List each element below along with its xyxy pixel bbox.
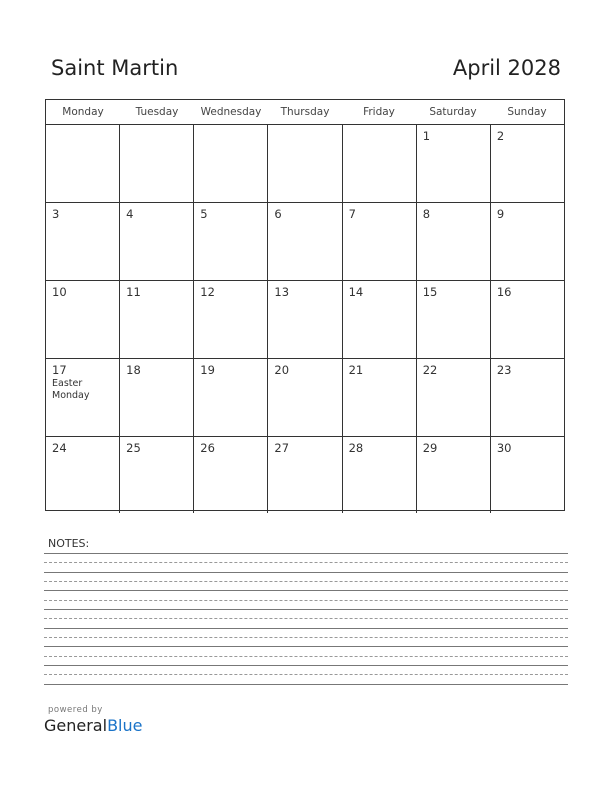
notes-line: [44, 553, 568, 554]
day-number: 5: [200, 207, 208, 221]
day-number: 17: [52, 363, 67, 377]
day-cell: [120, 125, 194, 202]
day-cell: [268, 125, 342, 202]
month-title: April 2028: [452, 56, 561, 80]
weekday-sunday: Sunday: [507, 106, 547, 118]
weekday-thursday: Thursday: [280, 106, 330, 118]
weekday-header: [46, 100, 564, 125]
day-number: 10: [52, 285, 67, 299]
day-cell: [120, 437, 194, 513]
day-cell: [491, 359, 564, 436]
day-number: 3: [52, 207, 60, 221]
day-cell: [46, 437, 120, 513]
notes-line-dashed: [44, 637, 568, 638]
notes-line-dashed: [44, 656, 568, 657]
day-number: 8: [422, 207, 431, 221]
day-number: 21: [348, 363, 364, 377]
notes-line: [44, 590, 568, 591]
day-cell: [417, 125, 491, 202]
weekday-wednesday: Wednesday: [200, 106, 262, 118]
day-number: 29: [422, 441, 438, 455]
day-cell: [194, 125, 268, 202]
day-number: 20: [274, 363, 290, 377]
day-number: 4: [126, 207, 134, 221]
day-number: 2: [496, 129, 505, 143]
notes-line: [44, 572, 568, 573]
day-number: 6: [274, 207, 282, 221]
day-cell: [120, 281, 194, 358]
day-number: 18: [126, 363, 141, 377]
day-number: 14: [348, 285, 364, 299]
generalblue-logo[interactable]: [44, 716, 142, 735]
day-cell: [417, 203, 491, 280]
day-cell: [194, 203, 268, 280]
day-cell: [120, 359, 194, 436]
notes-label: NOTES:: [48, 537, 90, 550]
notes-line-dashed: [44, 600, 568, 601]
day-cell: [491, 125, 564, 202]
day-number: 22: [422, 363, 438, 377]
day-number: 25: [126, 441, 141, 455]
day-cell: [268, 437, 342, 513]
weekday-tuesday: Tuesday: [135, 106, 179, 118]
day-cell: [343, 281, 417, 358]
day-cell: [268, 281, 342, 358]
week-row: [46, 359, 564, 437]
day-cell: [491, 437, 564, 513]
day-cell: [194, 359, 268, 436]
day-cell: [194, 281, 268, 358]
day-number: 16: [496, 285, 512, 299]
day-cell: [343, 359, 417, 436]
day-cell: [343, 203, 417, 280]
week-row: [46, 125, 564, 203]
day-cell: [491, 281, 564, 358]
day-cell: [268, 359, 342, 436]
notes-line: [44, 684, 568, 685]
notes-line: [44, 609, 568, 610]
notes-line-dashed: [44, 674, 568, 675]
day-cell: [417, 281, 491, 358]
week-row: [46, 203, 564, 281]
day-cell: [491, 203, 564, 280]
day-cell: [120, 203, 194, 280]
week-rows: [46, 125, 564, 513]
logo-blue: Blue: [107, 716, 143, 735]
holiday-label: Easter Monday: [52, 378, 90, 401]
day-cell: [343, 125, 417, 202]
notes-line-dashed: [44, 581, 568, 582]
day-number: 30: [496, 441, 512, 455]
day-number: 12: [200, 285, 215, 299]
day-number: 13: [274, 285, 290, 299]
day-number: 23: [496, 363, 512, 377]
day-number: 9: [496, 207, 505, 221]
weekday-friday: Friday: [363, 106, 395, 118]
week-row: [46, 437, 564, 513]
powered-by-label: powered by: [48, 705, 103, 715]
day-number: 19: [200, 363, 215, 377]
notes-line-dashed: [44, 562, 568, 563]
weekday-monday: Monday: [62, 106, 104, 118]
day-number: 28: [348, 441, 364, 455]
notes-line-dashed: [44, 618, 568, 619]
day-number: 27: [274, 441, 290, 455]
week-row: [46, 281, 564, 359]
day-cell: [268, 203, 342, 280]
country-title: Saint Martin: [51, 56, 179, 80]
day-cell: [417, 437, 491, 513]
day-number: 7: [348, 207, 356, 221]
day-cell: [46, 125, 120, 202]
logo-general: General: [44, 716, 108, 735]
day-cell: [46, 281, 120, 358]
notes-line: [44, 646, 568, 647]
weekday-saturday: Saturday: [429, 106, 477, 118]
calendar-grid: [45, 99, 565, 511]
notes-line: [44, 628, 568, 629]
day-number: 11: [126, 285, 141, 299]
day-cell: [194, 437, 268, 513]
day-number: 26: [200, 441, 215, 455]
day-number: 15: [422, 285, 438, 299]
day-number: 1: [422, 129, 431, 143]
day-cell: [46, 203, 120, 280]
notes-line: [44, 665, 568, 666]
day-cell: [46, 359, 120, 436]
day-number: 24: [52, 441, 67, 455]
day-cell: [417, 359, 491, 436]
day-cell: [343, 437, 417, 513]
